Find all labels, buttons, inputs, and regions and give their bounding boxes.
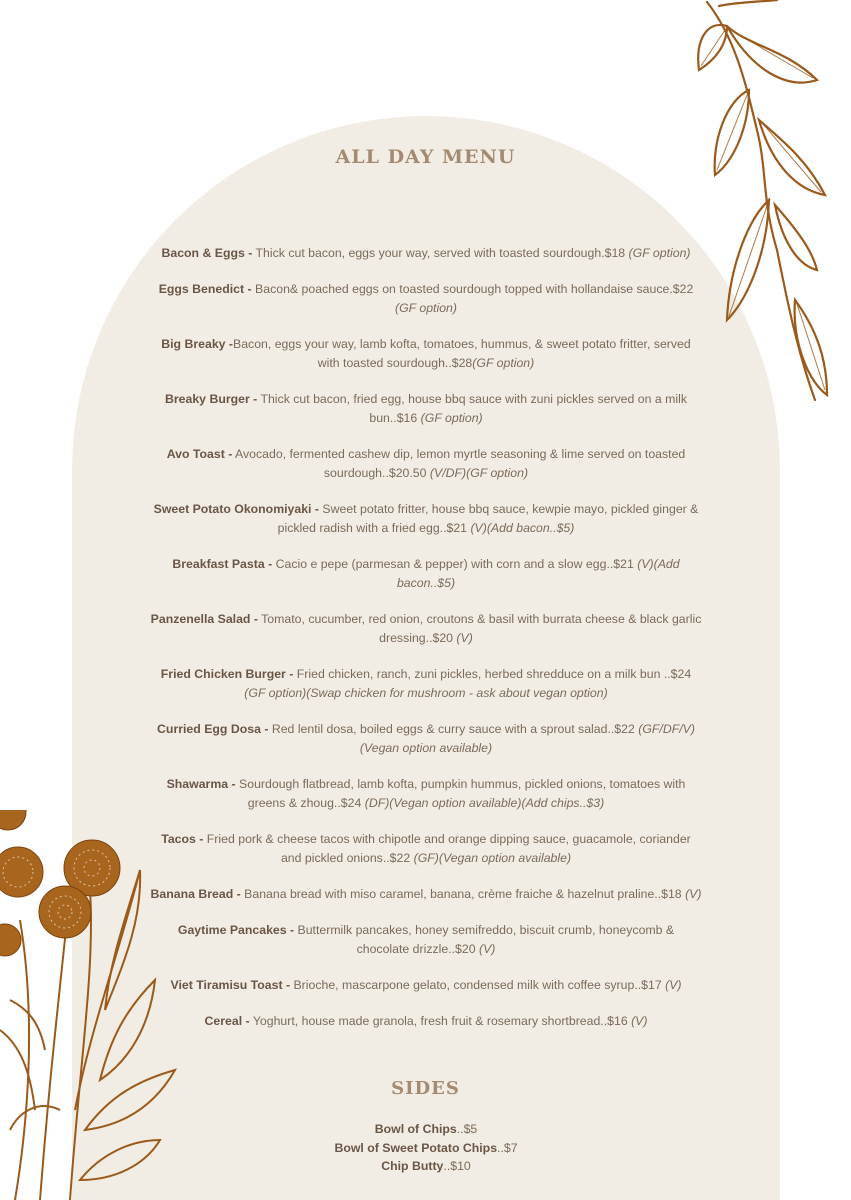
side-price: ..$5 (456, 1122, 478, 1136)
item-name: Cereal - (204, 1014, 250, 1028)
page-title: ALL DAY MENU (335, 146, 516, 168)
item-description: Thick cut bacon, eggs your way, served with toasted sourdough. (252, 246, 605, 260)
item-name: Avo Toast - (166, 447, 233, 461)
item-tags: (V)(Add bacon..$5) (467, 521, 575, 535)
item-tags: (GF option) (395, 301, 457, 315)
menu-item (150, 500, 702, 538)
item-price: $28 (451, 356, 473, 370)
menu-item (150, 244, 702, 263)
item-description: Yoghurt, house made granola, fresh fruit & rosemary shortbread.. (249, 1014, 608, 1028)
item-price: $22 (389, 851, 411, 865)
menu-item (150, 445, 702, 483)
menu-item (150, 555, 702, 593)
menu-item (150, 1012, 702, 1031)
item-tags: (V/DF)(GF option) (426, 466, 529, 480)
item-price: $17 (641, 978, 662, 992)
item-name: Banana Bread - (150, 887, 241, 901)
item-price: $22 (672, 282, 694, 296)
side-name: Chip Butty (381, 1159, 444, 1173)
item-tags: (GF option)(Swap chicken for mushroom - ask about vegan option) (244, 686, 608, 700)
item-tags: (DF)(Vegan option available)(Add chips..$3) (361, 796, 605, 810)
item-name: Gaytime Pancakes - (177, 923, 295, 937)
item-tags: (V) (627, 1014, 648, 1028)
menu-item (150, 610, 702, 648)
item-price: $16 (607, 1014, 628, 1028)
item-tags: (GF/DF/V) (Vegan option available) (359, 722, 695, 755)
item-name: Panzenella Salad - (150, 612, 258, 626)
item-description: Tomato, cucumber, red onion, croutons & basil with burrata cheese & black garlic dressing.. (257, 612, 702, 645)
item-name: Tacos - (161, 832, 204, 846)
menu-item (150, 280, 702, 318)
item-price: $20.50 (388, 466, 427, 480)
item-tags: (GF option) (417, 411, 483, 425)
side-name: Bowl of Sweet Potato Chips (334, 1140, 498, 1155)
menu-item (150, 921, 702, 959)
item-price: $18 (661, 887, 682, 901)
item-tags: (V) (475, 942, 496, 956)
item-price: $22 (614, 722, 635, 736)
item-name: Big Breaky - (161, 337, 234, 351)
item-price: $20 (455, 942, 476, 956)
item-name: Eggs Benedict - (158, 282, 252, 296)
item-description: Fried chicken, ranch, zuni pickles, herbed shredduce on a milk bun .. (293, 667, 671, 681)
item-tags: (GF)(Vegan option available) (410, 851, 572, 865)
menu-item (150, 775, 702, 813)
item-tags: (V) (453, 631, 473, 645)
item-description: Buttermilk pancakes, honey semifreddo, biscuit crumb, honeycomb & chocolate drizzle.. (294, 923, 675, 956)
side-item (150, 1157, 702, 1176)
item-tags: (GF option) (625, 246, 691, 260)
side-price: ..$7 (497, 1140, 518, 1155)
item-name: Viet Tiramisu Toast - (170, 978, 291, 992)
item-tags: (V)(Add bacon..$5) (396, 557, 680, 590)
item-description: Bacon& poached eggs on toasted sourdough topped with hollandaise sauce. (251, 282, 673, 296)
menu-list (150, 244, 702, 1048)
item-tags: (V) (681, 887, 702, 901)
item-tags: (V) (661, 978, 682, 992)
item-description: Bacon, eggs your way, lamb kofta, tomatoes, hummus, & sweet potato fritter, served with toasted sourdough.. (233, 337, 691, 370)
menu-item (150, 885, 702, 904)
side-price: ..$10 (443, 1159, 471, 1173)
item-description: Brioche, mascarpone gelato, condensed milk with coffee syrup.. (290, 978, 642, 992)
side-name: Bowl of Chips (374, 1122, 457, 1136)
menu-item (150, 665, 702, 703)
menu-item (150, 720, 702, 758)
item-name: Breaky Burger - (165, 392, 258, 406)
item-price: $16 (396, 411, 418, 425)
item-name: Shawarma - (166, 777, 236, 791)
menu-item (150, 830, 702, 868)
leaf-branch-icon (687, 0, 837, 410)
side-item (150, 1120, 702, 1139)
item-description: Banana bread with miso caramel, banana, crème fraiche & hazelnut praline.. (240, 887, 662, 901)
item-name: Fried Chicken Burger - (160, 667, 294, 681)
item-name: Curried Egg Dosa - (157, 722, 269, 736)
item-name: Sweet Potato Okonomiyaki - (153, 502, 319, 516)
item-description: Avocado, fermented cashew dip, lemon myrtle seasoning & lime served on toasted sourdough.. (232, 447, 686, 480)
item-description: Thick cut bacon, fried egg, house bbq sauce with zuni pickles served on a milk bun.. (257, 392, 687, 425)
item-price: $24 (670, 667, 692, 681)
side-item (150, 1139, 702, 1158)
item-name: Breakfast Pasta - (172, 557, 273, 571)
item-price: $21 (446, 521, 468, 535)
item-price: $24 (340, 796, 362, 810)
menu-item (150, 335, 702, 373)
item-price: $18 (604, 246, 626, 260)
item-price: $20 (432, 631, 454, 645)
sides-title: SIDES (391, 1078, 460, 1099)
item-description: Sourdough flatbread, lamb kofta, pumpkin hummus, pickled onions, tomatoes with greens & zhoug.. (235, 777, 686, 810)
item-price: $21 (613, 557, 634, 571)
item-description: Cacio e pepe (parmesan & pepper) with corn and a slow egg.. (272, 557, 614, 571)
item-description: Fried pork & cheese tacos with chipotle and orange dipping sauce, guacamole, coriander and pickled onions.. (203, 832, 691, 865)
sides-list (150, 1120, 702, 1176)
menu-item (150, 390, 702, 428)
menu-item (150, 976, 702, 995)
item-description: Sweet potato fritter, house bbq sauce, kewpie mayo, pickled ginger & pickled radish with a fried egg.. (277, 502, 699, 535)
item-name: Bacon & Eggs - (161, 246, 253, 260)
item-description: Red lentil dosa, boiled eggs & curry sauce with a sprout salad.. (268, 722, 615, 736)
item-tags: (GF option) (472, 356, 535, 370)
